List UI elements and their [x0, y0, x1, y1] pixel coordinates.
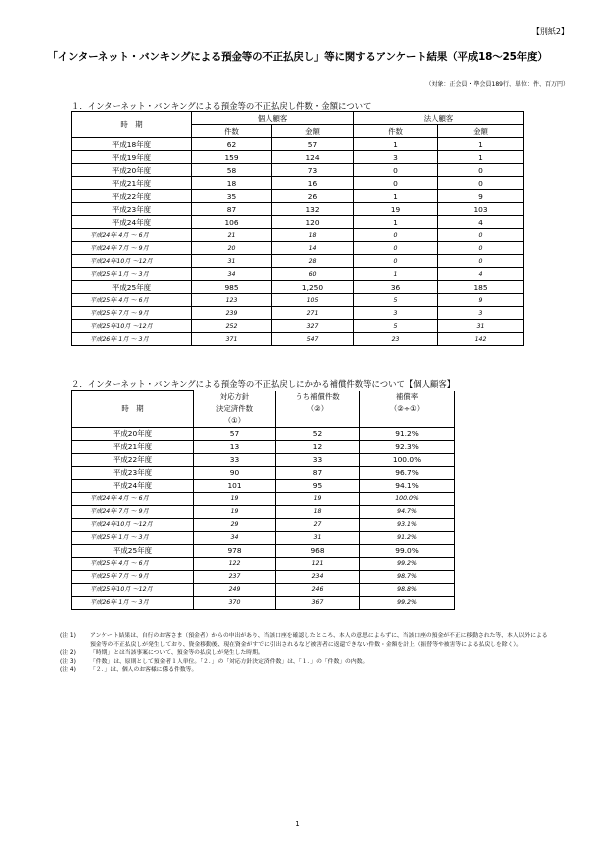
individual-amount-cell: 120 — [272, 216, 354, 229]
period-cell: 平成24年 4月 ～ 6月 — [72, 492, 194, 505]
corporate-count-cell: 1 — [354, 190, 438, 203]
corporate-count-cell: 5 — [354, 320, 438, 333]
table-row-quarter — [72, 307, 524, 320]
compensated-count-cell: 19 — [276, 492, 360, 505]
footnotes — [60, 632, 550, 675]
decided-count-cell: 33 — [194, 453, 276, 466]
page-number: 1 — [295, 820, 300, 828]
corporate-count-cell: 0 — [354, 255, 438, 268]
individual-count-cell: 20 — [192, 242, 272, 255]
rate-cell: 91.2% — [360, 427, 455, 440]
decided-count-cell: 978 — [194, 544, 276, 557]
individual-amount-cell: 124 — [272, 151, 354, 164]
rate-cell: 100.0% — [360, 453, 455, 466]
rate-cell: 93.1% — [360, 518, 455, 531]
rate-cell: 92.3% — [360, 440, 455, 453]
decided-count-cell: 237 — [194, 570, 276, 583]
period-cell: 平成25年 1月 ～ 3月 — [72, 531, 194, 544]
individual-count-cell: 31 — [192, 255, 272, 268]
individual-amount-cell: 1,250 — [272, 281, 354, 294]
period-cell: 平成23年度 — [72, 203, 192, 216]
corporate-count-cell: 0 — [354, 164, 438, 177]
individual-amount-cell: 271 — [272, 307, 354, 320]
table-row-quarter — [72, 518, 455, 531]
footnote — [60, 649, 550, 658]
table-row-quarter — [72, 320, 524, 333]
individual-count-cell: 87 — [192, 203, 272, 216]
decided-count-cell: 370 — [194, 596, 276, 609]
compensation-table — [71, 390, 455, 610]
corporate-amount-cell: 4 — [438, 216, 524, 229]
period-cell: 平成25年 1月 ～ 3月 — [72, 268, 192, 281]
period-cell: 平成18年度 — [72, 138, 192, 151]
period-cell: 平成25年 4月 ～ 6月 — [72, 557, 194, 570]
decided-count-cell: 101 — [194, 479, 276, 492]
period-cell: 平成21年度 — [72, 440, 194, 453]
compensated-count-cell: 246 — [276, 583, 360, 596]
corporate-amount-cell: 0 — [438, 255, 524, 268]
table-row-quarter — [72, 333, 524, 346]
corporate-amount-cell: 9 — [438, 294, 524, 307]
compensated-count-cell: 52 — [276, 427, 360, 440]
section2-heading: ２．インターネット・バンキングによる預金等の不正払戻しにかかる補償件数等について【個人顧客】 — [71, 379, 456, 389]
table-row-quarter — [72, 242, 524, 255]
period-cell: 平成24年 7月 ～ 9月 — [72, 505, 194, 518]
period-cell: 平成25年 4月 ～ 6月 — [72, 294, 192, 307]
period-cell: 平成24年度 — [72, 216, 192, 229]
individual-count-cell: 106 — [192, 216, 272, 229]
rate-cell: 98.7% — [360, 570, 455, 583]
rate-cell: 91.2% — [360, 531, 455, 544]
corporate-count-cell: 1 — [354, 268, 438, 281]
corporate-amount-cell: 0 — [438, 177, 524, 190]
footnote-label: (注 4) — [60, 667, 76, 674]
period-cell: 平成26年 1月 ～ 3月 — [72, 333, 192, 346]
rate-cell: 99.2% — [360, 596, 455, 609]
decided-count-cell: 29 — [194, 518, 276, 531]
individual-amount-cell: 547 — [272, 333, 354, 346]
corporate-amount-cell: 3 — [438, 307, 524, 320]
corporate-amount-cell: 142 — [438, 333, 524, 346]
compensated-count-cell: 87 — [276, 466, 360, 479]
fraud-withdrawal-table — [71, 111, 524, 346]
period-cell: 平成26年 1月 ～ 3月 — [72, 596, 194, 609]
individual-amount-cell: 16 — [272, 177, 354, 190]
decided-count-cell: 19 — [194, 505, 276, 518]
rate-cell: 94.1% — [360, 479, 455, 492]
corporate-count-cell: 3 — [354, 307, 438, 320]
individual-count-cell: 123 — [192, 294, 272, 307]
header-compensated-count-line3 — [276, 415, 360, 428]
corporate-amount-cell: 103 — [438, 203, 524, 216]
rate-cell: 99.2% — [360, 557, 455, 570]
table-row-quarter — [72, 505, 455, 518]
period-cell: 平成20年度 — [72, 164, 192, 177]
period-cell: 平成25年 7月 ～ 9月 — [72, 570, 194, 583]
corporate-count-cell: 5 — [354, 294, 438, 307]
header-decided-count-line3: （①） — [194, 415, 276, 428]
rate-cell: 99.0% — [360, 544, 455, 557]
period-cell: 平成25年度 — [72, 544, 194, 557]
header-decided-count-line1: 対応方針 — [194, 391, 276, 403]
table-row — [72, 190, 524, 203]
footnote-label: (注 2) — [60, 650, 76, 657]
period-cell: 平成21年度 — [72, 177, 192, 190]
table-row-quarter — [72, 229, 524, 242]
corporate-count-cell: 1 — [354, 216, 438, 229]
period-cell: 平成25年度 — [72, 281, 192, 294]
decided-count-cell: 90 — [194, 466, 276, 479]
table-row — [72, 164, 524, 177]
rate-cell: 96.7% — [360, 466, 455, 479]
table-row — [72, 281, 524, 294]
corporate-count-cell: 0 — [354, 242, 438, 255]
table-row-quarter — [72, 531, 455, 544]
individual-count-cell: 35 — [192, 190, 272, 203]
compensated-count-cell: 18 — [276, 505, 360, 518]
table-row — [72, 544, 455, 557]
individual-count-cell: 18 — [192, 177, 272, 190]
compensated-count-cell: 234 — [276, 570, 360, 583]
table-row-quarter — [72, 557, 455, 570]
compensated-count-cell: 95 — [276, 479, 360, 492]
period-cell: 平成22年度 — [72, 190, 192, 203]
period-cell: 平成24年 4月 ～ 6月 — [72, 229, 192, 242]
period-cell: 平成24年10月 ～12月 — [72, 518, 194, 531]
individual-amount-cell: 14 — [272, 242, 354, 255]
table-row-quarter — [72, 583, 455, 596]
corporate-amount-cell: 31 — [438, 320, 524, 333]
individual-amount-cell: 73 — [272, 164, 354, 177]
header-decided-count-line2: 決定済件数 — [194, 403, 276, 415]
individual-amount-cell: 57 — [272, 138, 354, 151]
individual-count-cell: 239 — [192, 307, 272, 320]
table-row — [72, 453, 455, 466]
corporate-amount-cell: 185 — [438, 281, 524, 294]
individual-amount-cell: 28 — [272, 255, 354, 268]
corporate-count-cell: 19 — [354, 203, 438, 216]
decided-count-cell: 57 — [194, 427, 276, 440]
footnote-text: アンケート結果は、自行のお客さま（預金者）からの申出があり、当該口座を確認したところ、本人の意思によらずに、当該口座の預金が不正に移動された等、本人以外による預金等の不正払戻しが発生しており、資金移動後、現在資金がすでに引出されるなど被害者に返還できない件数・金額を計上（振替等や被害等による払戻しを除く）。 — [90, 633, 548, 648]
compensated-count-cell: 968 — [276, 544, 360, 557]
corporate-amount-cell: 4 — [438, 268, 524, 281]
table-row-quarter — [72, 596, 455, 609]
table-row — [72, 203, 524, 216]
rate-cell: 94.7% — [360, 505, 455, 518]
corporate-count-cell: 1 — [354, 138, 438, 151]
table-row — [72, 427, 455, 440]
table-row — [72, 466, 455, 479]
individual-count-cell: 58 — [192, 164, 272, 177]
individual-count-cell: 985 — [192, 281, 272, 294]
header-corporate: 法人顧客 — [354, 112, 524, 125]
header-corporate-count: 件数 — [354, 125, 438, 138]
individual-amount-cell: 18 — [272, 229, 354, 242]
period-cell: 平成24年度 — [72, 479, 194, 492]
section1-heading: １．インターネット・バンキングによる預金等の不正払戻し件数・金額について — [71, 101, 372, 111]
corporate-amount-cell: 1 — [438, 151, 524, 164]
table-row-quarter — [72, 492, 455, 505]
individual-count-cell: 371 — [192, 333, 272, 346]
compensated-count-cell: 12 — [276, 440, 360, 453]
corporate-amount-cell: 0 — [438, 164, 524, 177]
period-cell: 平成19年度 — [72, 151, 192, 164]
footnote-text: 「時期」とは当該事案について、預金等の払戻しが発生した時期。 — [90, 650, 264, 657]
compensated-count-cell: 121 — [276, 557, 360, 570]
individual-count-cell: 34 — [192, 268, 272, 281]
header-period: 時 期 — [72, 391, 194, 428]
period-cell: 平成25年10月 ～12月 — [72, 320, 192, 333]
footnote-label: (注 3) — [60, 658, 76, 665]
compensated-count-cell: 367 — [276, 596, 360, 609]
decided-count-cell: 122 — [194, 557, 276, 570]
footnote-text: 「件数」は、原則として預金者１人単位。「２．」の「対応方針決定済件数」は、「１．」の「件数」の内数。 — [90, 658, 369, 665]
period-cell: 平成20年度 — [72, 427, 194, 440]
corporate-amount-cell: 9 — [438, 190, 524, 203]
header-rate-line1: 補償率 — [360, 391, 455, 403]
table-row — [72, 138, 524, 151]
compensated-count-cell: 27 — [276, 518, 360, 531]
document-title: 「インターネット・バンキングによる預金等の不正払戻し」等に関するアンケート結果（平成18～25年度） — [47, 51, 548, 63]
table-row-quarter — [72, 294, 524, 307]
rate-cell: 98.8% — [360, 583, 455, 596]
individual-amount-cell: 327 — [272, 320, 354, 333]
rate-cell: 100.0% — [360, 492, 455, 505]
footnote — [60, 658, 550, 667]
header-individual: 個人顧客 — [192, 112, 354, 125]
footnote — [60, 632, 550, 649]
individual-count-cell: 62 — [192, 138, 272, 151]
table-row — [72, 479, 455, 492]
table-row-quarter — [72, 268, 524, 281]
individual-amount-cell: 26 — [272, 190, 354, 203]
period-cell: 平成24年10月 ～12月 — [72, 255, 192, 268]
footnote-label: (注 1) — [60, 633, 76, 639]
header-compensated-count-line1: うち補償件数 — [276, 391, 360, 403]
corporate-amount-cell: 1 — [438, 138, 524, 151]
corporate-count-cell: 3 — [354, 151, 438, 164]
compensated-count-cell: 31 — [276, 531, 360, 544]
decided-count-cell: 19 — [194, 492, 276, 505]
header-corporate-amount: 金額 — [438, 125, 524, 138]
header-rate-line3 — [360, 415, 455, 428]
individual-count-cell: 21 — [192, 229, 272, 242]
corporate-amount-cell: 0 — [438, 229, 524, 242]
header-compensated-count-line2: （②） — [276, 403, 360, 415]
header-rate-line2: （②÷①） — [360, 403, 455, 415]
individual-count-cell: 159 — [192, 151, 272, 164]
individual-count-cell: 252 — [192, 320, 272, 333]
footnote-text: 「２．」は、個人のお客様に係る件数等。 — [90, 667, 198, 674]
attachment-label: 【別紙2】 — [531, 27, 569, 36]
table-row — [72, 151, 524, 164]
individual-amount-cell: 60 — [272, 268, 354, 281]
corporate-amount-cell: 0 — [438, 242, 524, 255]
table-row-quarter — [72, 570, 455, 583]
table-row — [72, 440, 455, 453]
corporate-count-cell: 0 — [354, 177, 438, 190]
table-row — [72, 216, 524, 229]
footnote — [60, 666, 550, 675]
decided-count-cell: 13 — [194, 440, 276, 453]
corporate-count-cell: 0 — [354, 229, 438, 242]
decided-count-cell: 249 — [194, 583, 276, 596]
period-cell: 平成23年度 — [72, 466, 194, 479]
target-and-unit-note: （対象：正会員・準会員189行、単位：件、百万円） — [425, 81, 569, 88]
table-row-quarter — [72, 255, 524, 268]
period-cell: 平成25年10月 ～12月 — [72, 583, 194, 596]
header-individual-amount: 金額 — [272, 125, 354, 138]
period-cell: 平成25年 7月 ～ 9月 — [72, 307, 192, 320]
corporate-count-cell: 36 — [354, 281, 438, 294]
header-individual-count: 件数 — [192, 125, 272, 138]
table-row — [72, 177, 524, 190]
corporate-count-cell: 23 — [354, 333, 438, 346]
header-period: 時 期 — [72, 112, 192, 138]
period-cell: 平成22年度 — [72, 453, 194, 466]
individual-amount-cell: 105 — [272, 294, 354, 307]
compensated-count-cell: 33 — [276, 453, 360, 466]
decided-count-cell: 34 — [194, 531, 276, 544]
individual-amount-cell: 132 — [272, 203, 354, 216]
period-cell: 平成24年 7月 ～ 9月 — [72, 242, 192, 255]
